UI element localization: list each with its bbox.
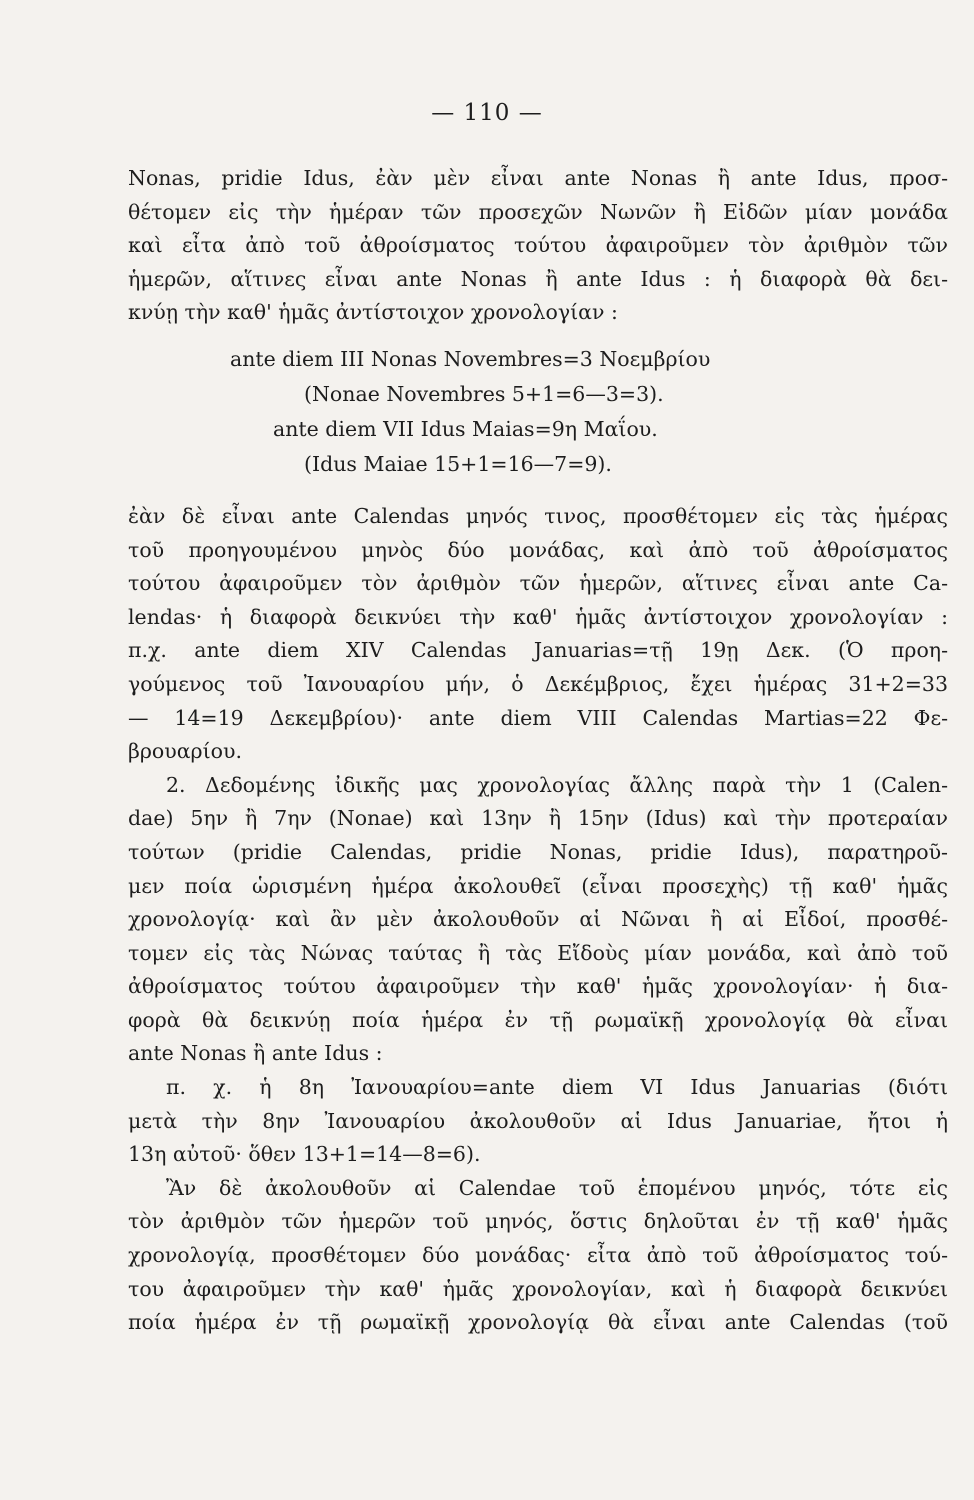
text-line: χρονολογίᾳ, προσθέτομεν δύο μονάδας· εἶτα ἀπὸ τοῦ ἀθροίσματος τού-	[128, 1243, 948, 1268]
text-line: χρονολογίᾳ· καὶ ἂν μὲν ἀκολουθοῦν αἱ Νῶναι ἢ αἱ Εἶδοί, προσθέ-	[128, 907, 948, 932]
text-line: ἡμερῶν, αἵτινες εἶναι ante Nonas ἢ ante Idus : ἡ διαφορὰ θὰ δει-	[128, 266, 948, 291]
paragraph-4	[128, 1071, 948, 1172]
text-line: του ἀφαιροῦμεν τὴν καθ' ἡμᾶς χρονολογίαν, καὶ ἡ διαφορὰ δεικνύει	[128, 1276, 948, 1301]
text-line: — 14=19 Δεκεμβρίου)· ante diem VIII Calendas Martias=22 Φε-	[128, 705, 948, 730]
page-number: — 110 —	[431, 100, 543, 126]
text-line: Ἂν δὲ ἀκολουθοῦν αἱ Calendae τοῦ ἑπομένου μηνός, τότε εἰς	[166, 1175, 948, 1200]
example-line: ante diem VII Idus Maias=9η Μαΐου.	[273, 416, 658, 441]
text-line: τὸν ἀριθμὸν τῶν ἡμερῶν τοῦ μηνός, ὅστις δηλοῦται ἐν τῇ καθ' ἡμᾶς	[128, 1209, 948, 1234]
text-line: τομεν εἰς τὰς Νώνας ταύτας ἢ τὰς Εἴδοὺς μίαν μονάδα, καὶ ἀπὸ τοῦ	[128, 940, 948, 965]
text-line: τούτων (pridie Calendas, pridie Nonas, pridie Idus), παρατηροῦ-	[128, 839, 948, 864]
paragraph-1	[128, 162, 948, 330]
text-line: 2. Δεδομένης ἰδικῆς μας χρονολογίας ἄλλης παρὰ τὴν 1 (Calen-	[166, 772, 948, 797]
text-line: ἐὰν δὲ εἶναι ante Calendas μηνός τινος, προσθέτομεν εἰς τὰς ἡμέρας	[128, 503, 948, 528]
text-line: ποία ἡμέρα ἐν τῇ ρωμαϊκῇ χρονολογίᾳ θὰ εἶναι ante Calendas (τοῦ	[128, 1310, 948, 1335]
example-line: ante diem III Nonas Novembres=3 Νοεμβρίου	[230, 346, 711, 371]
text-line: ἀθροίσματος τούτου ἀφαιροῦμεν τὴν καθ' ἡμᾶς χρονολογίαν· ἡ δια-	[128, 974, 948, 999]
text-line: μετὰ τὴν 8ην Ἰανουαρίου ἀκολουθοῦν αἱ Idus Januariae, ἤτοι ἡ	[128, 1108, 948, 1133]
text-line: θέτομεν εἰς τὴν ἡμέραν τῶν προσεχῶν Νωνῶν ἢ Εἰδῶν μίαν μονάδα	[128, 199, 948, 224]
text-line: τούτου ἀφαιροῦμεν τὸν ἀριθμὸν τῶν ἡμερῶν, αἵτινες εἶναι ante Ca-	[128, 571, 948, 596]
text-line: τοῦ προηγουμένου μηνὸς δύο μονάδας, καὶ ἀπὸ τοῦ ἀθροίσματος	[128, 537, 948, 562]
text-line: lendas· ἡ διαφορὰ δεικνύει τὴν καθ' ἡμᾶς ἀντίστοιχον χρονολογίαν :	[128, 604, 948, 629]
paragraph-3	[128, 769, 948, 1071]
text-line: βρουαρίου.	[128, 739, 242, 764]
text-line: γούμενος τοῦ Ἰανουαρίου μήν, ὁ Δεκέμβριος, ἔχει ἡμέρας 31+2=33	[128, 671, 948, 696]
text-line: ante Nonas ἢ ante Idus :	[128, 1041, 383, 1066]
examples-block	[128, 342, 948, 482]
paragraph-5	[128, 1172, 948, 1340]
text-line: μεν ποία ὡρισμένη ἡμέρα ἀκολουθεῖ (εἶναι προσεχὴς) τῇ καθ' ἡμᾶς	[128, 873, 948, 898]
text-line: Nonas, pridie Idus, ἐὰν μὲν εἶναι ante Nonas ἢ ante Idus, προσ-	[128, 166, 948, 190]
example-line: (Nonae Novembres 5+1=6—3=3).	[304, 381, 664, 406]
body-text	[128, 162, 948, 1340]
text-line: κνύῃ τὴν καθ' ἡμᾶς ἀντίστοιχον χρονολογίαν :	[128, 300, 618, 325]
text-line: π.χ. ante diem XIV Calendas Januarias=τῇ 19ῃ Δεκ. (Ὁ προη-	[128, 638, 948, 663]
text-line: 13η αὐτοῦ· ὅθεν 13+1=14—8=6).	[128, 1142, 481, 1167]
example-line: (Idus Maiae 15+1=16—7=9).	[304, 451, 612, 476]
text-line: dae) 5ην ἢ 7ην (Nonae) καὶ 13ην ἢ 15ην (Idus) καὶ τὴν προτεραίαν	[128, 806, 948, 831]
text-line: φορὰ θὰ δεικνύῃ ποία ἡμέρα ἐν τῇ ρωμαϊκῇ χρονολογίᾳ θὰ εἶναι	[128, 1007, 948, 1032]
text-line: καὶ εἶτα ἀπὸ τοῦ ἀθροίσματος τούτου ἀφαιροῦμεν τὸν ἀριθμὸν τῶν	[128, 233, 948, 258]
paragraph-2	[128, 500, 948, 769]
text-line: π. χ. ἡ 8η Ἰανουαρίου=ante diem VI Idus Januarias (διότι	[166, 1075, 948, 1100]
